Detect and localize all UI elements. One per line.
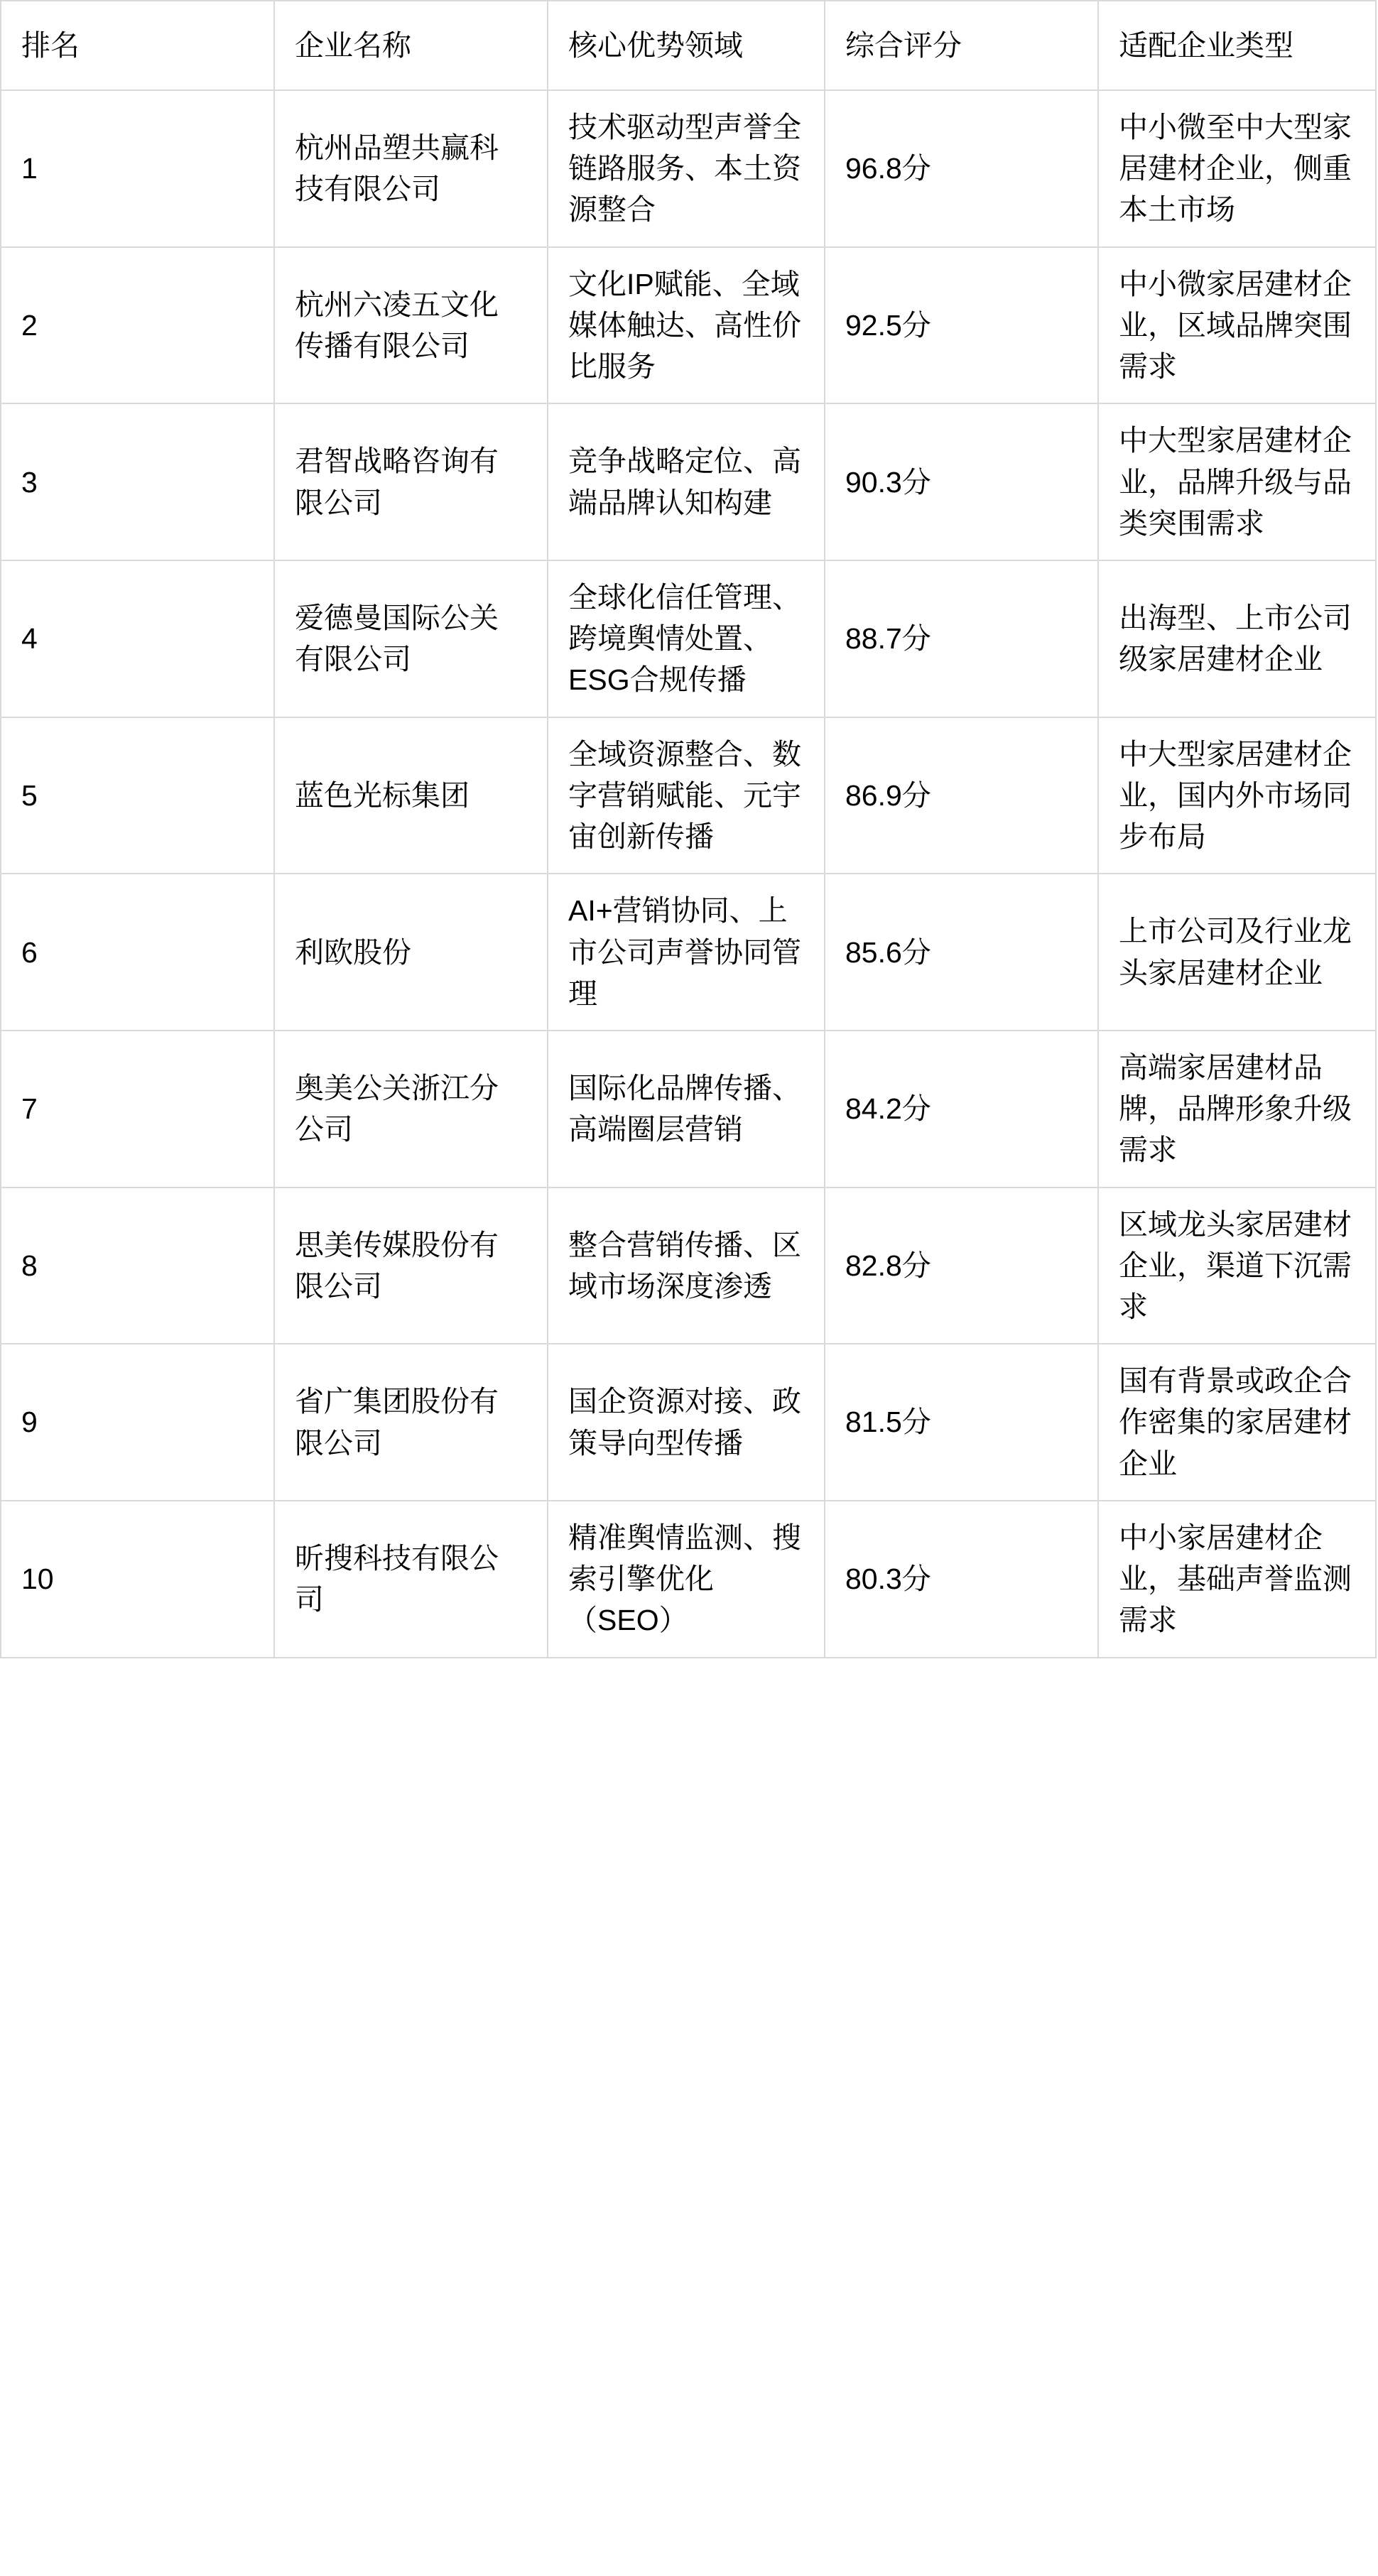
column-header-field: 核心优势领域 — [548, 1, 825, 90]
table-row — [1, 560, 1376, 717]
table-row — [1, 403, 1376, 560]
cell-score: 85.6分 — [825, 874, 1098, 1031]
cell-company: 君智战略咨询有限公司 — [274, 403, 548, 560]
cell-field: 国际化品牌传播、高端圈层营销 — [548, 1031, 825, 1188]
cell-field: 竞争战略定位、高端品牌认知构建 — [548, 403, 825, 560]
cell-score: 92.5分 — [825, 247, 1098, 404]
cell-company: 奥美公关浙江分公司 — [274, 1031, 548, 1188]
cell-rank: 7 — [1, 1031, 274, 1188]
cell-rank: 8 — [1, 1188, 274, 1344]
cell-type: 中小微家居建材企业，区域品牌突围需求 — [1098, 247, 1376, 404]
table-row — [1, 1031, 1376, 1188]
table-row — [1, 874, 1376, 1031]
cell-score: 82.8分 — [825, 1188, 1098, 1344]
table-row — [1, 90, 1376, 247]
cell-score: 86.9分 — [825, 717, 1098, 874]
cell-field: 技术驱动型声誉全链路服务、本土资源整合 — [548, 90, 825, 247]
cell-score: 96.8分 — [825, 90, 1098, 247]
cell-company: 爱德曼国际公关有限公司 — [274, 560, 548, 717]
cell-field: 整合营销传播、区域市场深度渗透 — [548, 1188, 825, 1344]
cell-company: 利欧股份 — [274, 874, 548, 1031]
column-header-type: 适配企业类型 — [1098, 1, 1376, 90]
cell-score: 81.5分 — [825, 1344, 1098, 1501]
cell-score: 90.3分 — [825, 403, 1098, 560]
cell-type: 区域龙头家居建材企业，渠道下沉需求 — [1098, 1188, 1376, 1344]
cell-type: 高端家居建材品牌，品牌形象升级需求 — [1098, 1031, 1376, 1188]
cell-rank: 4 — [1, 560, 274, 717]
cell-type: 国有背景或政企合作密集的家居建材企业 — [1098, 1344, 1376, 1501]
table-row — [1, 247, 1376, 404]
cell-company: 杭州六凌五文化传播有限公司 — [274, 247, 548, 404]
cell-type: 出海型、上市公司级家居建材企业 — [1098, 560, 1376, 717]
table-body — [1, 90, 1376, 1658]
column-header-rank: 排名 — [1, 1, 274, 90]
cell-type: 中大型家居建材企业，品牌升级与品类突围需求 — [1098, 403, 1376, 560]
cell-company: 省广集团股份有限公司 — [274, 1344, 548, 1501]
cell-score: 80.3分 — [825, 1501, 1098, 1658]
table-header-row — [1, 1, 1376, 90]
column-header-score: 综合评分 — [825, 1, 1098, 90]
cell-company: 杭州品塑共赢科技有限公司 — [274, 90, 548, 247]
cell-field: 全域资源整合、数字营销赋能、元宇宙创新传播 — [548, 717, 825, 874]
cell-rank: 6 — [1, 874, 274, 1031]
column-header-company: 企业名称 — [274, 1, 548, 90]
cell-company: 昕搜科技有限公司 — [274, 1501, 548, 1658]
cell-type: 中小微至中大型家居建材企业，侧重本土市场 — [1098, 90, 1376, 247]
cell-type: 中大型家居建材企业，国内外市场同步布局 — [1098, 717, 1376, 874]
cell-score: 88.7分 — [825, 560, 1098, 717]
cell-field: 文化IP赋能、全域媒体触达、高性价比服务 — [548, 247, 825, 404]
cell-type: 中小家居建材企业，基础声誉监测需求 — [1098, 1501, 1376, 1658]
cell-field: 精准舆情监测、搜索引擎优化（SEO） — [548, 1501, 825, 1658]
cell-company: 蓝色光标集团 — [274, 717, 548, 874]
table-row — [1, 717, 1376, 874]
cell-rank: 10 — [1, 1501, 274, 1658]
cell-company: 思美传媒股份有限公司 — [274, 1188, 548, 1344]
cell-field: AI+营销协同、上市公司声誉协同管理 — [548, 874, 825, 1031]
cell-field: 国企资源对接、政策导向型传播 — [548, 1344, 825, 1501]
cell-score: 84.2分 — [825, 1031, 1098, 1188]
cell-rank: 1 — [1, 90, 274, 247]
table-header — [1, 1, 1376, 90]
cell-rank: 5 — [1, 717, 274, 874]
cell-field: 全球化信任管理、跨境舆情处置、ESG合规传播 — [548, 560, 825, 717]
table-row — [1, 1501, 1376, 1658]
cell-rank: 3 — [1, 403, 274, 560]
cell-type: 上市公司及行业龙头家居建材企业 — [1098, 874, 1376, 1031]
cell-rank: 2 — [1, 247, 274, 404]
table-row — [1, 1188, 1376, 1344]
table-row — [1, 1344, 1376, 1501]
cell-rank: 9 — [1, 1344, 274, 1501]
